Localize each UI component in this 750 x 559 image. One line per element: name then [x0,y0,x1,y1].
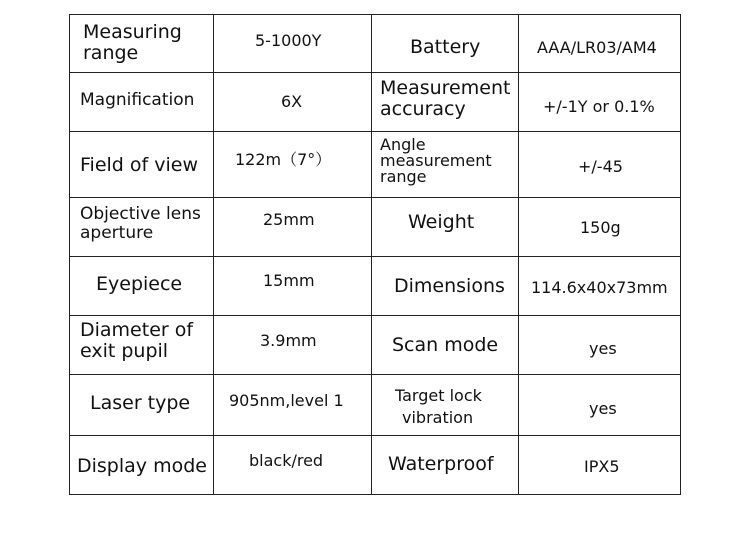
row-divider [69,197,681,198]
spec-value-measurement-accuracy: +/-1Y or 0.1% [543,97,655,116]
spec-label-laser-type: Laser type [90,392,191,414]
row-divider [69,72,681,73]
spec-label-objective-lens-aperture: Objective lens aperture [80,204,201,244]
spec-label-waterproof: Waterproof [388,453,494,475]
spec-value-diameter-of-exit-pupil: 3.9mm [260,331,317,350]
spec-value-scan-mode: yes [589,339,617,358]
spec-label-magnification: Magnification [80,90,195,110]
spec-label-eyepiece: Eyepiece [96,273,183,295]
column-divider [213,14,214,495]
spec-label-display-mode: Display mode [77,455,207,477]
spec-value-weight: 150g [580,218,621,237]
column-divider [371,14,372,495]
spec-table [69,14,681,495]
spec-label-weight: Weight [408,211,475,233]
spec-label-scan-mode: Scan mode [392,334,499,356]
spec-value-waterproof: IPX5 [584,457,620,476]
spec-value-laser-type: 905nm,level 1 [229,391,344,410]
spec-value-target-lock-vibration: yes [589,399,617,418]
table-border-bottom [69,494,681,495]
spec-label-measurement-accuracy: Measurement accuracy [380,77,511,121]
spec-label-diameter-of-exit-pupil: Diameter of exit pupil [80,319,194,363]
row-divider [69,256,681,257]
row-divider [69,435,681,436]
spec-label-dimensions: Dimensions [394,275,505,297]
spec-value-battery: AAA/LR03/AM4 [537,38,657,57]
spec-label-target-lock-vibration: Target lock vibration [395,386,482,428]
spec-value-angle-measurement-range: +/-45 [578,157,623,176]
row-divider [69,315,681,316]
spec-label-measuring-range: Measuring range [83,21,182,65]
column-divider [518,14,519,495]
spec-value-display-mode: black/red [249,451,324,470]
spec-value-eyepiece: 15mm [263,271,315,290]
row-divider [69,374,681,375]
spec-value-dimensions: 114.6x40x73mm [531,278,668,297]
spec-value-magnification: 6X [281,92,303,111]
table-border-left [69,14,70,495]
table-border-top [69,14,681,15]
spec-label-field-of-view: Field of view [80,154,198,176]
spec-value-measuring-range: 5-1000Y [255,31,322,50]
table-border-right [680,14,681,495]
spec-value-objective-lens-aperture: 25mm [263,210,315,229]
spec-value-field-of-view: 122m（7°） [235,150,332,169]
row-divider [69,131,681,132]
spec-label-battery: Battery [410,36,481,58]
spec-label-angle-measurement-range: Angle measurement range [380,135,492,186]
